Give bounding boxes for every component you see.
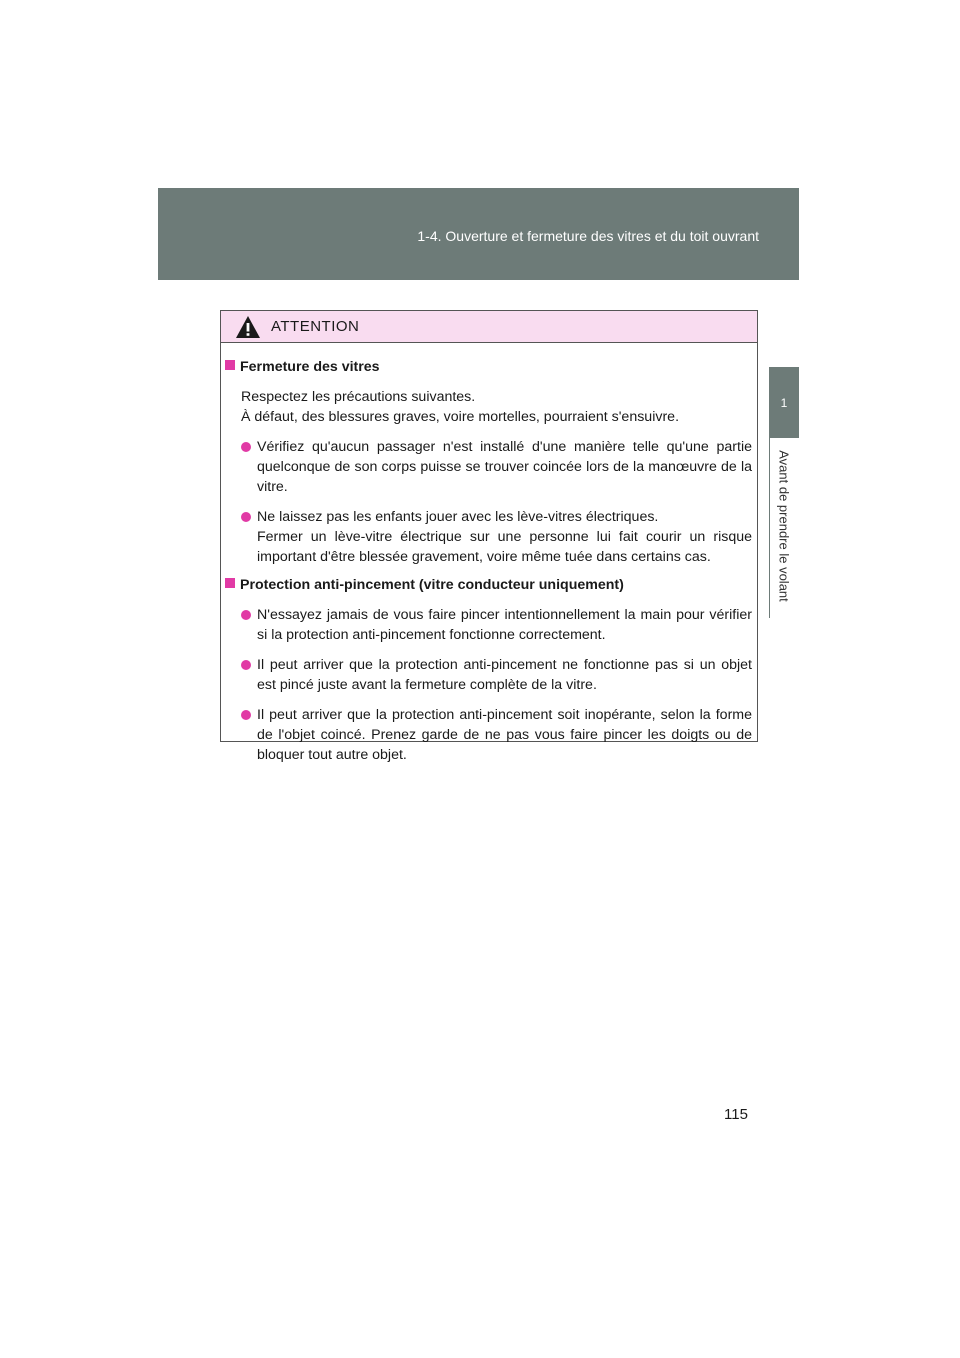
- warning-header: [221, 311, 757, 343]
- list-item: Il peut arriver que la protection anti-pincement ne fonctionne pas si un objet est pincé juste avant la fermeture complète de la vitre.: [225, 655, 752, 695]
- warning-triangle-icon: [235, 315, 261, 339]
- square-bullet-icon: [225, 578, 235, 588]
- bullet-dot-icon: [241, 710, 251, 720]
- chapter-number: 1: [780, 395, 788, 410]
- chapter-tab: [769, 367, 799, 438]
- list-item: Vérifiez qu'aucun passager n'est installé d'une manière telle qu'une partie quelconque de son corps puisse se trouver coincée lors de la manœuvre de la vitre.: [225, 437, 752, 497]
- warning-body: [221, 343, 757, 765]
- list-item: Ne laissez pas les enfants jouer avec les lève-vitres électriques. Fermer un lève-vitre électrique sur une personne lui fait courir un risque important d'être blessée gravement, voire même tuée dans certains cas.: [225, 507, 752, 567]
- section-heading: Protection anti-pincement (vitre conducteur uniquement): [225, 575, 752, 595]
- side-divider: [769, 438, 770, 618]
- page-number: 115: [724, 1106, 748, 1123]
- chapter-header-band: [158, 188, 799, 280]
- intro-paragraph: Respectez les précautions suivantes. À défaut, des blessures graves, voire mortelles, pourraient s'ensuivre.: [241, 389, 680, 425]
- list-item: N'essayez jamais de vous faire pincer intentionnellement la main pour vérifier si la protection anti-pincement fonctionne correctement.: [225, 605, 752, 645]
- section-title: 1-4. Ouverture et fermeture des vitres et du toit ouvrant: [417, 228, 759, 244]
- warning-box: [220, 310, 758, 763]
- square-bullet-icon: [225, 360, 235, 370]
- chapter-label: Avant de prendre le volant: [776, 450, 792, 602]
- section-heading: Fermeture des vitres: [225, 357, 752, 377]
- list-item: Il peut arriver que la protection anti-pincement soit inopérante, selon la forme de l'objet coincé. Prenez garde de ne pas vous faire pincer les doigts ou de bloquer tout autre objet.: [225, 705, 752, 765]
- bullet-dot-icon: [241, 512, 251, 522]
- warning-title: ATTENTION: [271, 318, 360, 335]
- bullet-dot-icon: [241, 660, 251, 670]
- bullet-dot-icon: [241, 442, 251, 452]
- bullet-dot-icon: [241, 610, 251, 620]
